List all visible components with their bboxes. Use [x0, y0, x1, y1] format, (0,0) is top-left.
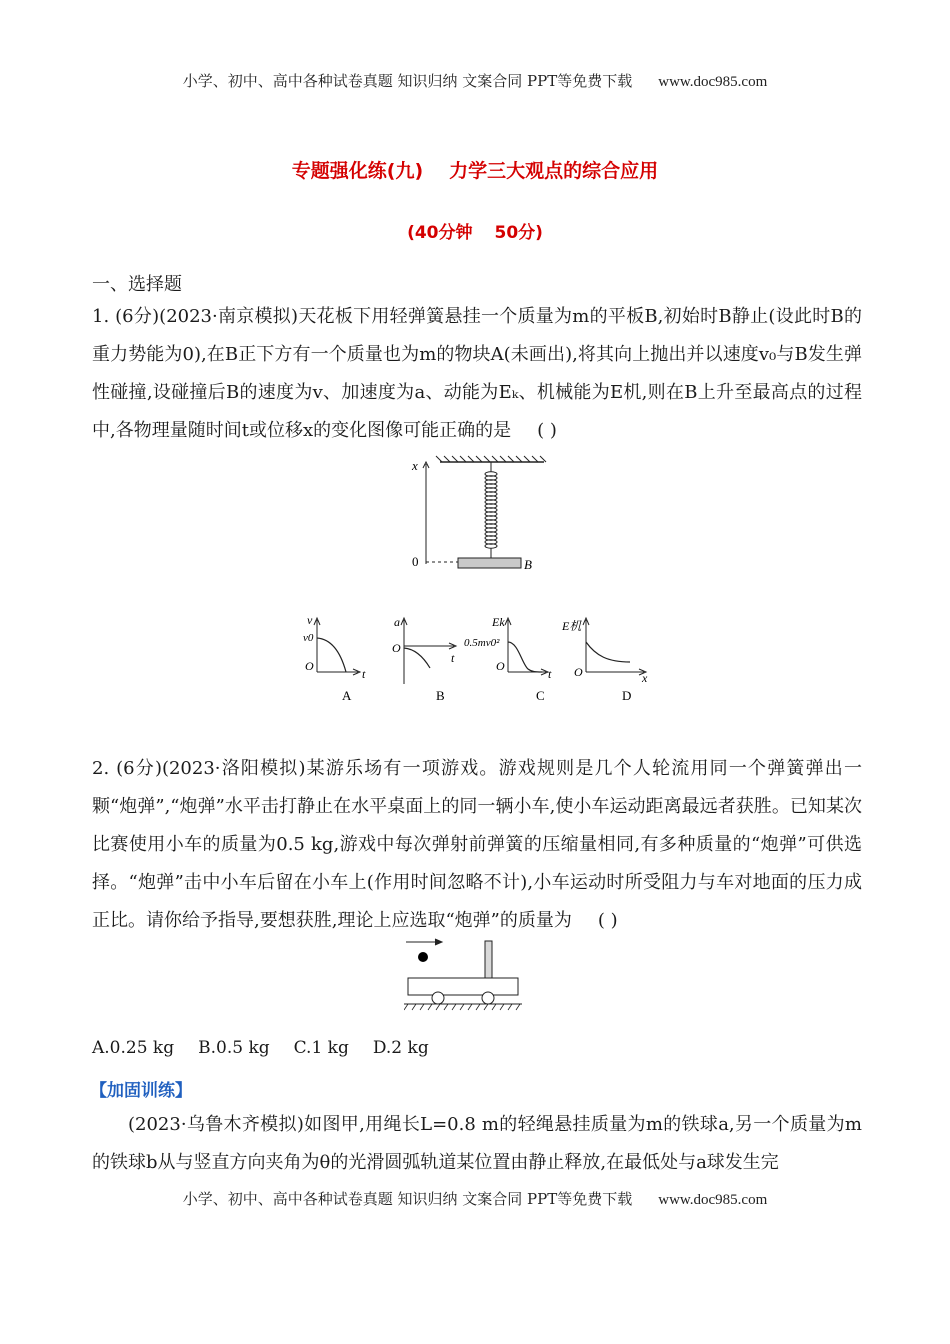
question-2-choices: [92, 1038, 453, 1058]
graph-a: [300, 612, 370, 706]
page-footer: [0, 1188, 950, 1209]
graph-b-origin: O: [392, 641, 401, 655]
graph-a-curve: [317, 638, 346, 672]
graph-c-option: C: [536, 688, 545, 703]
spring-zero-label: 0: [412, 554, 419, 569]
graph-d-option: D: [622, 688, 632, 703]
question-1: [92, 298, 862, 450]
graph-b: [384, 612, 464, 706]
graph-c-curve: [508, 642, 542, 672]
graph-d-curve: [586, 642, 630, 662]
graph-a-origin: O: [305, 659, 314, 673]
header-text: 小学、初中、高中各种试卷真题 知识归纳 文案合同 PPT等免费下载: [182, 72, 633, 90]
question-3-text: (2023·乌鲁木齐模拟)如图甲,用绳长L=0.8 m的轻绳悬挂质量为m的铁球a,另一个质量为m的铁球b从与竖直方向夹角为θ的光滑圆弧轨道某位置由静止释放,在最低处与a球发生完: [92, 1114, 862, 1173]
graph-d-xlabel: x: [642, 671, 648, 685]
graph-b-curve: [404, 648, 430, 668]
answer-paren: ( ): [597, 910, 618, 931]
cart-body: [408, 978, 518, 995]
subtitle-time: (40分钟: [407, 223, 473, 243]
question-3: [92, 1106, 862, 1182]
question-2-text: 2. (6分)(2023·洛阳模拟)某游乐场有一项游戏。游戏规则是几个人轮流用同一个弹簧弹出一颗“炮弹”,“炮弹”水平击打静止在水平桌面上的同一辆小车,使小车运动距离最远者获胜。已知某次比赛使用小车的质量为0.5 kg,游戏中每次弹射前弹簧的压缩量相同,有多种质量的“炮弹”可供选择。“炮弹”击中小车后留在小车上(作用时间忽略不计),小车运动时所受阻力与车对地面的压力成正比。请你给予指导,要想获胜,理论上应选取“炮弹”的质量为: [92, 758, 862, 931]
section-heading: 一、选择题: [92, 274, 182, 295]
graph-a-ymark: v0: [303, 632, 314, 644]
graph-b-xlabel: t: [451, 651, 455, 665]
page-title: [0, 156, 950, 183]
spring-coil: [485, 462, 497, 558]
graph-a-ylabel: v: [307, 613, 313, 627]
graph-a-option: A: [342, 688, 352, 703]
cannonball: [418, 952, 428, 962]
graph-d: [560, 612, 660, 706]
cart-wheel-right: [482, 992, 494, 1004]
spring-figure: [404, 452, 554, 582]
question-1-text: 1. (6分)(2023·南京模拟)天花板下用轻弹簧悬挂一个质量为m的平板B,初始时B静止(设此时B的重力势能为0),在B正下方有一个质量也为m的物块A(未画出),将其向上抛出并以速度v₀与B发生弹性碰撞,设碰撞后B的速度为v、加速度为a、动能为Eₖ、机械能为E机,则在B上升至最高点的过程中,各物理量随时间t或位移x的变化图像可能正确的是: [92, 306, 862, 441]
choice-b[interactable]: B.0.5 kg: [198, 1038, 270, 1058]
title-part2: 力学三大观点的综合应用: [449, 160, 659, 182]
graph-c-origin: O: [496, 659, 505, 673]
page-subtitle: [0, 218, 950, 243]
choice-a[interactable]: A.0.25 kg: [92, 1038, 175, 1058]
footer-site-link[interactable]: www.doc985.com: [658, 1192, 768, 1208]
question-2: [92, 750, 862, 940]
graph-c-ymark: 0.5mv0²: [464, 637, 500, 649]
plate-label: B: [524, 557, 532, 572]
choice-c[interactable]: C.1 kg: [293, 1038, 349, 1058]
cart-post: [485, 941, 492, 978]
graph-c: [464, 612, 564, 706]
cart-figure: [404, 936, 524, 1012]
graph-d-origin: O: [574, 665, 583, 679]
graph-d-ylabel: E机: [562, 619, 582, 633]
cart-wheel-left: [432, 992, 444, 1004]
title-part1: 专题强化练(九): [291, 160, 424, 182]
graph-b-option: B: [436, 688, 445, 703]
plate-b: [458, 558, 521, 568]
subtitle-score: 50分): [494, 223, 543, 243]
graph-a-xlabel: t: [362, 667, 366, 681]
answer-paren: ( ): [537, 420, 557, 441]
graph-c-xlabel: t: [548, 667, 552, 681]
page-header: [0, 70, 950, 91]
header-site-link[interactable]: www.doc985.com: [658, 74, 768, 90]
reinforce-heading: 【加固训练】: [90, 1081, 192, 1101]
graph-c-ylabel: Ek: [492, 615, 505, 629]
footer-text: 小学、初中、高中各种试卷真题 知识归纳 文案合同 PPT等免费下载: [182, 1190, 633, 1208]
graph-b-ylabel: a: [394, 615, 400, 629]
choice-d[interactable]: D.2 kg: [372, 1038, 429, 1058]
spring-x-label: x: [412, 458, 418, 473]
